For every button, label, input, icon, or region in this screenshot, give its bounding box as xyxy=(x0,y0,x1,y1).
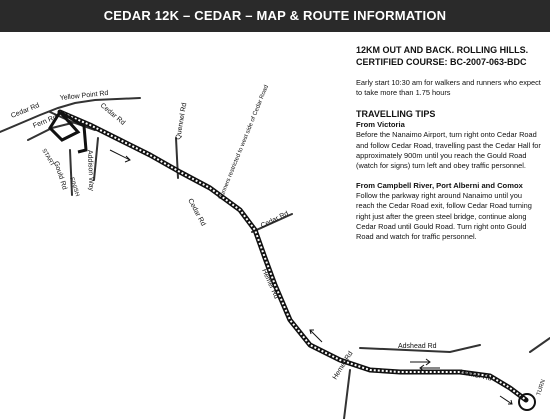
from-victoria-text: Before the Nanaimo Airport, turn right onto Cedar Road and follow Cedar Road, travelling past the Cedar Hall for approximately 900m until you reach the Gould Road (watch for signs) turn left and obey traffic personnel. xyxy=(356,130,541,171)
page-header xyxy=(0,0,550,32)
from-victoria-heading: From Victoria xyxy=(356,120,405,130)
page-title: CEDAR 12K – CEDAR – MAP & ROUTE INFORMATION xyxy=(103,8,447,23)
label-fern-rd: Fern Rd xyxy=(32,113,59,130)
label-hemer-rd-bottom: Hemer Rd xyxy=(331,350,355,382)
road-hemer-bottom xyxy=(344,370,350,419)
label-turn: TURN xyxy=(536,378,548,397)
label-cedar-rd-diag: Cedar Rd xyxy=(98,102,127,127)
label-cedar-rd-mid: Cedar Rd xyxy=(186,197,207,228)
arrow-5 xyxy=(500,396,512,404)
road-hemer-end xyxy=(530,338,550,352)
arrow-3 xyxy=(410,359,430,365)
runners-note-text: Runners restricted to west side of Cedar Road xyxy=(218,84,270,201)
label-hemer-rd-end: Hemer Rd xyxy=(459,369,493,383)
early-start-text: Early start 10:30 am for walkers and runners who expect to take more than 1.75 hours xyxy=(356,78,541,98)
from-north-heading: From Campbell River, Port Alberni and Comox xyxy=(356,181,523,191)
from-north-text: Follow the parkway right around Nanaimo until you reach the Cedar Road exit, follow Cedar Road turning right just after the green steel bridge, continue along Cedar Road until Gould Road. Turn right onto Gould Road and watch for traffic personnel. xyxy=(356,191,532,242)
course-line-2: CERTIFIED COURSE: BC-2007-063-BDC xyxy=(356,57,527,67)
label-cedar-rd-east: Cedar Rd xyxy=(259,210,290,230)
label-runners-note xyxy=(218,84,270,200)
arrow-1 xyxy=(110,150,130,162)
course-line-1: 12KM OUT AND BACK. ROLLING HILLS. xyxy=(356,45,529,55)
label-hemer-rd-mid: Hemer Rd xyxy=(260,267,280,300)
label-quennel-rd: Quennel Rd xyxy=(175,102,189,141)
travelling-tips-heading: TRAVELLING TIPS xyxy=(356,109,436,120)
info-panel xyxy=(356,44,542,242)
arrow-2 xyxy=(310,330,322,342)
label-cedar-rd-top: Cedar Rd xyxy=(10,102,41,120)
label-start: START xyxy=(40,148,56,168)
label-yellow-point-rd: Yellow Point Rd xyxy=(59,89,109,102)
label-addison-way: Addison Way xyxy=(86,149,95,192)
label-gould-rd: Gould Rd xyxy=(52,160,68,191)
label-adshead-rd: Adshead Rd xyxy=(398,343,437,350)
label-finish: FINISH xyxy=(68,176,80,198)
